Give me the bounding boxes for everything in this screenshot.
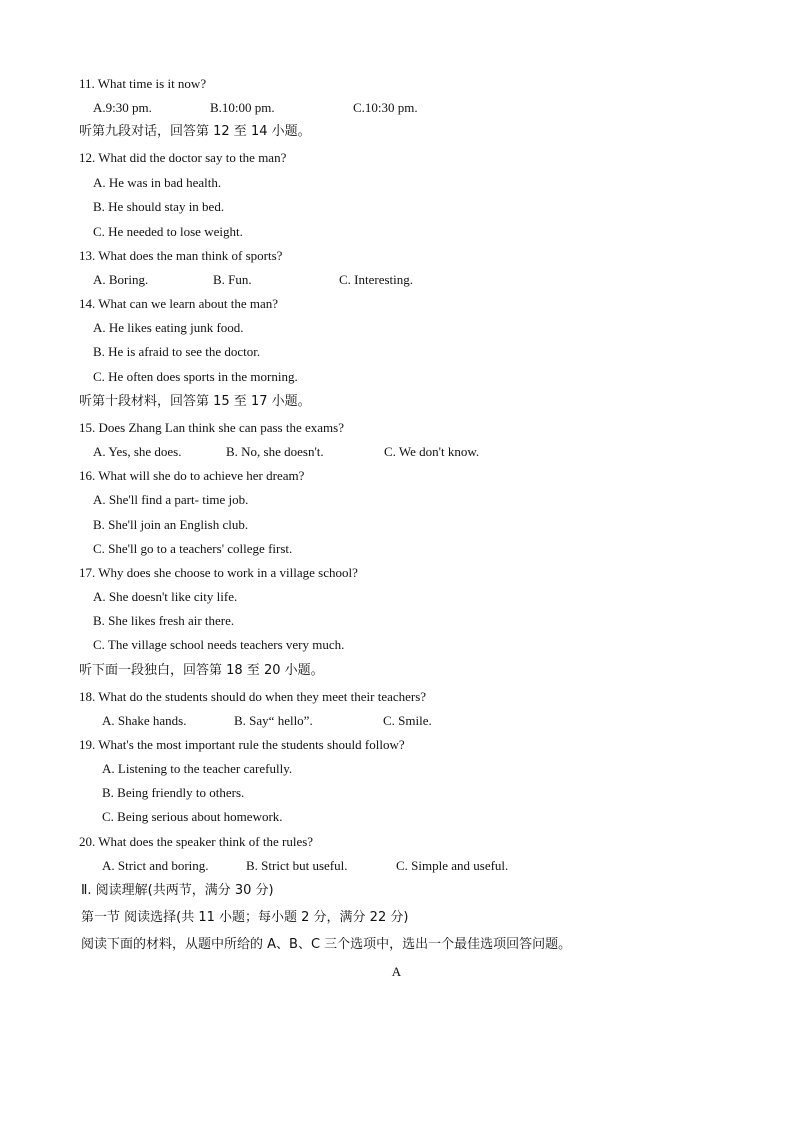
question-19: 19. What's the most important rule the students should follow? bbox=[79, 737, 405, 752]
q17-option-a: A. She doesn't like city life. bbox=[93, 589, 238, 604]
question-11: 11. What time is it now? bbox=[79, 76, 207, 91]
q12-option-b: B. He should stay in bed. bbox=[93, 199, 225, 214]
q19-option-a: A. Listening to the teacher carefully. bbox=[102, 761, 293, 776]
q14-option-a: A. He likes eating junk food. bbox=[93, 320, 244, 335]
q13-option-c: C. Interesting. bbox=[339, 272, 414, 287]
question-17: 17. Why does she choose to work in a village school? bbox=[79, 565, 358, 580]
q18-option-c: C. Smile. bbox=[383, 713, 432, 728]
q11-option-a: A.9:30 pm. bbox=[93, 100, 152, 115]
q16-option-a: A. She'll find a part- time job. bbox=[93, 492, 249, 507]
q20-option-a: A. Strict and boring. bbox=[102, 858, 209, 873]
part-2-section-1-heading: 第一节 阅读选择(共 11 小题；每小题 2 分，满分 22 分) bbox=[81, 910, 409, 925]
q18-option-b: B. Say“ hello”. bbox=[234, 713, 313, 728]
question-15: 15. Does Zhang Lan think she can pass the exams? bbox=[79, 420, 344, 435]
section-9-heading: 听第九段对话，回答第 12 至 14 小题。 bbox=[79, 124, 311, 139]
section-11-heading: 听下面一段独白，回答第 18 至 20 小题。 bbox=[79, 663, 324, 678]
part-2-instruction: 阅读下面的材料，从题中所给的 A、B、C 三个选项中，选出一个最佳选项回答问题。 bbox=[81, 937, 572, 952]
q20-option-b: B. Strict but useful. bbox=[246, 858, 348, 873]
q18-option-a: A. Shake hands. bbox=[102, 713, 187, 728]
question-13: 13. What does the man think of sports? bbox=[79, 248, 283, 263]
part-2-title: Ⅱ. 阅读理解(共两节，满分 30 分) bbox=[81, 883, 274, 898]
q19-option-b: B. Being friendly to others. bbox=[102, 785, 245, 800]
q14-option-c: C. He often does sports in the morning. bbox=[93, 369, 298, 384]
q15-option-a: A. Yes, she does. bbox=[93, 444, 182, 459]
q15-option-c: C. We don't know. bbox=[384, 444, 480, 459]
q11-option-b: B.10:00 pm. bbox=[210, 100, 275, 115]
q16-option-b: B. She'll join an English club. bbox=[93, 517, 249, 532]
section-10-heading: 听第十段材料，回答第 15 至 17 小题。 bbox=[79, 394, 311, 409]
question-18: 18. What do the students should do when they meet their teachers? bbox=[79, 689, 427, 704]
q17-option-c: C. The village school needs teachers very much. bbox=[93, 637, 345, 652]
q20-option-c: C. Simple and useful. bbox=[396, 858, 509, 873]
question-12: 12. What did the doctor say to the man? bbox=[79, 150, 287, 165]
q13-option-b: B. Fun. bbox=[213, 272, 252, 287]
q12-option-a: A. He was in bad health. bbox=[93, 175, 222, 190]
question-14: 14. What can we learn about the man? bbox=[79, 296, 279, 311]
q13-option-a: A. Boring. bbox=[93, 272, 149, 287]
q12-option-c: C. He needed to lose weight. bbox=[93, 224, 243, 239]
question-16: 16. What will she do to achieve her dream? bbox=[79, 468, 305, 483]
q14-option-b: B. He is afraid to see the doctor. bbox=[93, 344, 261, 359]
q11-option-c: C.10:30 pm. bbox=[353, 100, 418, 115]
q16-option-c: C. She'll go to a teachers' college first. bbox=[93, 541, 293, 556]
q19-option-c: C. Being serious about homework. bbox=[102, 809, 283, 824]
q15-option-b: B. No, she doesn't. bbox=[226, 444, 324, 459]
passage-label: A bbox=[391, 964, 402, 979]
q17-option-b: B. She likes fresh air there. bbox=[93, 613, 235, 628]
question-20: 20. What does the speaker think of the rules? bbox=[79, 834, 314, 849]
